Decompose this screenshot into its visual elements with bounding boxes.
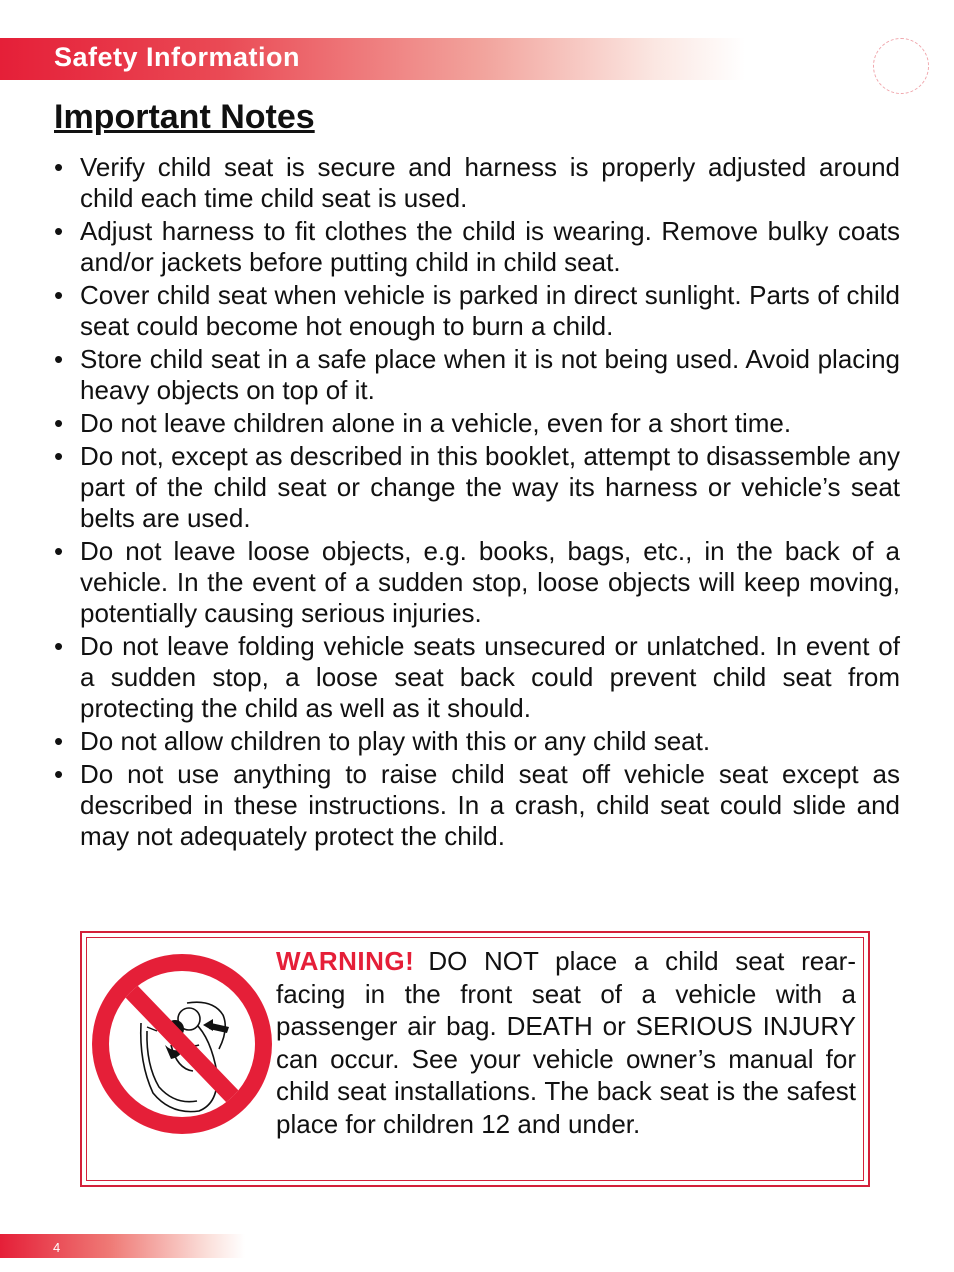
- note-text: Do not use anything to raise child seat off vehicle seat except as described in these instructions. In a crash, child seat could slide and may not adequately protect the child.: [80, 759, 900, 851]
- list-item: [54, 536, 900, 629]
- warning-label: WARNING!: [276, 946, 415, 976]
- warning-body: DO NOT place a child seat rear-facing in the front seat of a vehicle with a passenger air bag. DEATH or SERIOUS INJURY can occur. See your vehicle owner’s manual for child seat installations. The back seat is the safest place for children 12 and under.: [276, 946, 856, 1139]
- list-item: [54, 344, 900, 406]
- section-title: Safety Information: [54, 42, 301, 72]
- page-number: 4: [53, 1240, 61, 1255]
- important-notes-list: [54, 152, 900, 854]
- bullet-icon: •: [54, 441, 64, 471]
- list-item: [54, 631, 900, 724]
- note-text: Do not leave children alone in a vehicle, even for a short time.: [80, 408, 792, 438]
- corner-circle-decoration: [873, 38, 929, 94]
- bullet-icon: •: [54, 631, 64, 661]
- bullet-icon: •: [54, 408, 64, 438]
- list-item: [54, 408, 900, 439]
- bullet-icon: •: [54, 216, 64, 246]
- footer-band: [0, 1234, 245, 1258]
- note-text: Verify child seat is secure and harness is properly adjusted around child each time child seat is used.: [80, 152, 900, 213]
- note-text: Store child seat in a safe place when it is not being used. Avoid placing heavy objects on top of it.: [80, 344, 900, 405]
- list-item: [54, 152, 900, 214]
- bullet-icon: •: [54, 280, 64, 310]
- note-text: Do not, except as described in this booklet, attempt to disassemble any part of the child seat or change the way its harness or vehicle’s seat belts are used.: [80, 441, 900, 533]
- warning-text: [276, 945, 856, 1140]
- bullet-icon: •: [54, 759, 64, 789]
- bullet-icon: •: [54, 344, 64, 374]
- list-item: [54, 216, 900, 278]
- page-title: Important Notes: [54, 98, 315, 136]
- note-text: Do not leave loose objects, e.g. books, bags, etc., in the back of a vehicle. In the event of a sudden stop, loose objects will keep moving, potentially causing serious injuries.: [80, 536, 900, 628]
- note-text: Do not leave folding vehicle seats unsecured or unlatched. In event of a sudden stop, a loose seat back could prevent child seat from protecting the child as well as it should.: [80, 631, 900, 723]
- list-item: [54, 726, 900, 757]
- bullet-icon: •: [54, 152, 64, 182]
- warning-box: [80, 931, 870, 1187]
- list-item: [54, 280, 900, 342]
- list-item: [54, 441, 900, 534]
- bullet-icon: •: [54, 536, 64, 566]
- note-text: Do not allow children to play with this or any child seat.: [80, 726, 711, 756]
- list-item: [54, 759, 900, 852]
- note-text: Cover child seat when vehicle is parked in direct sunlight. Parts of child seat could become hot enough to burn a child.: [80, 280, 900, 341]
- note-text: Adjust harness to fit clothes the child is wearing. Remove bulky coats and/or jackets before putting child in child seat.: [80, 216, 900, 277]
- no-rear-facing-airbag-icon: [91, 953, 273, 1135]
- bullet-icon: •: [54, 726, 64, 756]
